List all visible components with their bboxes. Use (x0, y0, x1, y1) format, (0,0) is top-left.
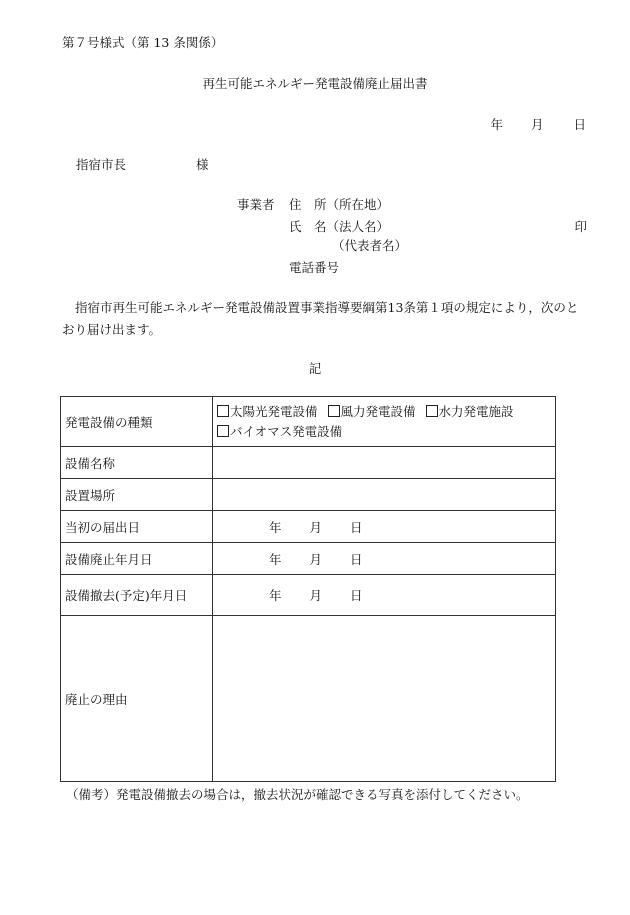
option-solar[interactable] (217, 402, 318, 422)
day-label: 日 (350, 519, 363, 535)
option-wind[interactable] (328, 402, 416, 422)
year-label: 年 (269, 588, 282, 603)
option-hydro-label: 水力発電施設 (438, 403, 514, 419)
table-row (61, 447, 556, 479)
applicant-address-label: 住 所（所在地） (289, 197, 390, 212)
ki-heading: 記 (308, 361, 322, 376)
table-row (61, 397, 556, 447)
option-solar-label: 太陽光発電設備 (230, 403, 318, 419)
abolition-date-field[interactable] (213, 543, 556, 575)
reason-label: 廃止の理由 (61, 616, 213, 782)
checkbox-icon[interactable] (328, 405, 340, 417)
abolition-date-label: 設備廃止年月日 (61, 543, 213, 575)
table-row (61, 543, 556, 575)
removal-date-field[interactable] (213, 575, 556, 616)
date-day-label: 日 (573, 117, 586, 132)
checkbox-icon[interactable] (217, 425, 229, 437)
facility-name-field[interactable] (213, 447, 556, 479)
addressee (76, 155, 209, 173)
notification-table (60, 396, 556, 782)
day-label: 日 (350, 551, 363, 567)
body-text: 指宿市再生可能エネルギー発電設備設置事業指導要綱第13条第１項の規定により，次のとおり届け出ます。 (62, 300, 579, 337)
option-hydro[interactable] (426, 402, 514, 422)
remarks-note: （備考）発電設備撤去の場合は，撤去状況が確認できる写真を添付してください。 (66, 787, 529, 802)
initial-notice-date-field[interactable] (213, 511, 556, 543)
location-label: 設置場所 (61, 479, 213, 511)
applicant-label: 事業者 (237, 197, 275, 212)
month-label: 月 (309, 551, 323, 567)
year-label: 年 (269, 551, 282, 567)
document-title: 再生可能エネルギー発電設備廃止届出書 (202, 76, 428, 91)
form-number: 第７号様式（第 13 条関係） (62, 35, 224, 50)
seal-mark: 印 (574, 219, 587, 234)
facility-name-label: 設備名称 (61, 447, 213, 479)
option-biomass[interactable] (217, 422, 342, 442)
removal-date-label: 設備撤去(予定)年月日 (61, 575, 213, 616)
day-label: 日 (350, 588, 363, 603)
submission-date (490, 115, 586, 133)
type-label: 発電設備の種類 (61, 397, 213, 447)
option-wind-label: 風力発電設備 (340, 403, 416, 419)
table-row (61, 575, 556, 616)
location-field[interactable] (213, 479, 556, 511)
month-label: 月 (309, 519, 323, 535)
checkbox-icon[interactable] (217, 405, 229, 417)
reason-field[interactable] (213, 616, 556, 782)
date-month-label: 月 (530, 117, 544, 132)
type-options-cell (213, 397, 556, 447)
applicant-phone-label: 電話番号 (289, 260, 340, 275)
table-row (61, 511, 556, 543)
applicant-representative-label: （代表者名） (332, 238, 408, 253)
month-label: 月 (309, 588, 323, 603)
table-row (61, 616, 556, 782)
applicant-name-label: 氏 名（法人名） (289, 219, 390, 234)
addressee-name: 指宿市長 (76, 157, 127, 172)
option-biomass-label: バイオマス発電設備 (230, 423, 343, 439)
addressee-honorific: 様 (196, 157, 209, 172)
table-row (61, 479, 556, 511)
date-year-label: 年 (490, 117, 503, 132)
checkbox-icon[interactable] (426, 405, 438, 417)
initial-notice-label: 当初の届出日 (61, 511, 213, 543)
year-label: 年 (269, 519, 282, 535)
